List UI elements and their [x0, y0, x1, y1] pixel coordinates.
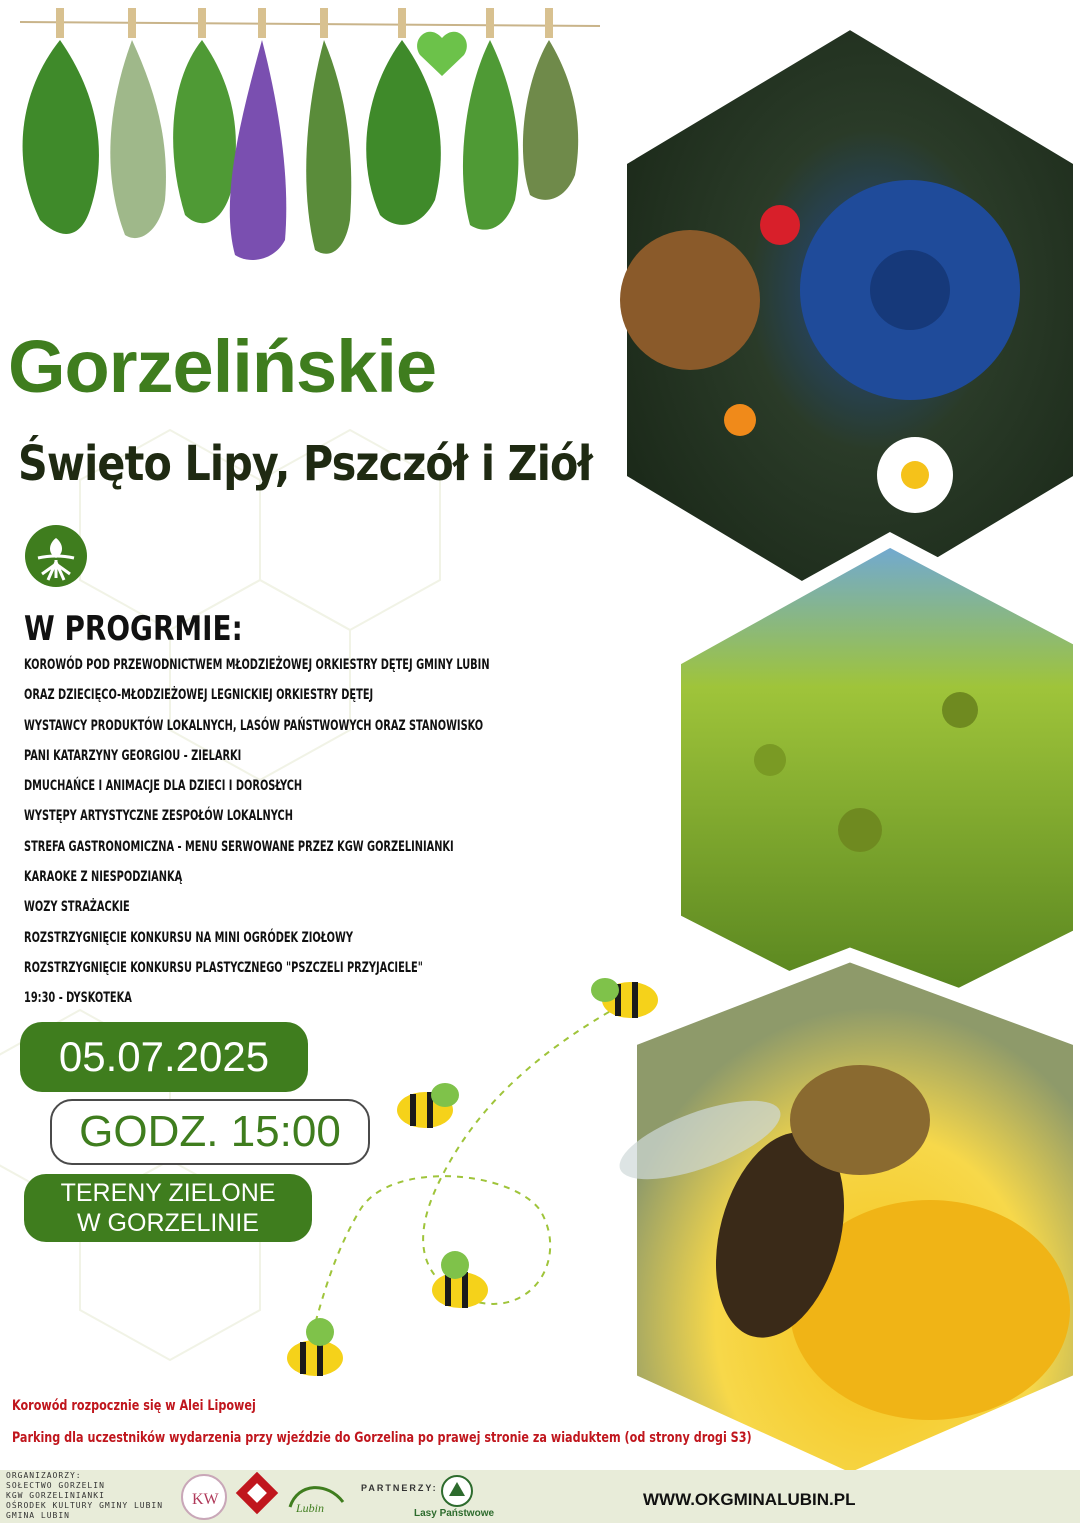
organizer-item: GMINA LUBIN — [6, 1511, 70, 1520]
parking-note: Parking dla uczestników wydarzenia przy wjeździe do Gorzelina po prawej stronie za wiaduktem (od strony drogi S3) — [12, 1430, 752, 1446]
program-item: ROZSTRZYGNIĘCIE KONKURSU PLASTYCZNEGO "PSZCZELI PRZYJACIELE" — [24, 959, 423, 976]
bee-icon — [287, 1318, 343, 1376]
program-item: WYSTĘPY ARTYSTYCZNE ZESPOŁÓW LOKALNYCH — [24, 808, 293, 825]
organizer-item: KGW GORZELINIANKI — [6, 1491, 105, 1500]
event-date: 05.07.2025 — [20, 1022, 308, 1092]
organizers-label: ORGANIZAORZY: — [6, 1471, 82, 1480]
location-line-2: W GORZELINIE — [77, 1209, 259, 1237]
organizers-list — [6, 1471, 163, 1521]
leaf-logo-icon — [24, 524, 88, 588]
program-item: 19:30 - DYSKOTEKA — [24, 990, 132, 1007]
program-item: KOROWÓD POD PRZEWODNICTWEM MŁODZIEŻOWEJ ORKIESTRY DĘTEJ GMINY LUBIN — [24, 657, 490, 673]
program-item: ROZSTRZYGNIĘCIE KONKURSU NA MINI OGRÓDEK ZIOŁOWY — [24, 929, 353, 946]
event-location — [24, 1174, 312, 1242]
organizer-item: SOŁECTWO GORZELIN — [6, 1481, 105, 1490]
program-item: WOZY STRAŻACKIE — [24, 899, 130, 916]
partner-name: Lasy Państwowe — [414, 1508, 495, 1519]
partners-label: PARTNERZY: — [361, 1483, 438, 1493]
program-item: PANI KATARZYNY GEORGIOU - ZIELARKI — [24, 747, 242, 764]
heart-icon — [417, 32, 467, 76]
location-line-1: TERENY ZIELONE — [60, 1179, 276, 1207]
program-item: KARAOKE Z NIESPODZIANKĄ — [24, 869, 183, 886]
hanging-herbs-illustration — [0, 0, 610, 270]
linden-tree-photo — [674, 540, 1080, 1030]
bee-flight-path — [270, 960, 890, 1410]
program-heading: W PROGRMIE: — [24, 609, 243, 649]
organizer-logos — [178, 1472, 348, 1522]
event-subtitle: Święto Lipy, Pszczół i Ziół — [18, 436, 592, 492]
herb-bunch-icon — [23, 8, 99, 234]
svg-text:KW: KW — [192, 1491, 219, 1508]
bee-icon — [432, 1251, 488, 1308]
gmina-lubin-logo-icon — [290, 1488, 343, 1515]
website-link[interactable]: WWW.OKGMINALUBIN.PL — [643, 1490, 856, 1509]
parade-note: Korowód rozpocznie się w Alei Lipowej — [12, 1398, 256, 1414]
lasy-panstwowe-logo-icon — [440, 1474, 474, 1508]
cultural-center-logo-icon — [236, 1472, 278, 1514]
program-item: ORAZ DZIECIĘCO-MŁODZIEŻOWEJ LEGNICKIEJ ORKIESTRY DĘTEJ — [24, 687, 374, 704]
program-item: WYSTAWCY PRODUKTÓW LOKALNYCH, LASÓW PAŃSTWOWYCH ORAZ STANOWISKO — [24, 717, 484, 734]
kgw-logo-icon — [182, 1475, 226, 1519]
program-list — [24, 656, 621, 1020]
event-time: GODZ. 15:00 — [50, 1099, 370, 1165]
program-item: DMUCHAŃCE I ANIMACJE DLA DZIECI I DOROSŁYCH — [24, 778, 303, 795]
organizer-item: OŚRODEK KULTURY GMINY LUBIN — [6, 1501, 164, 1510]
event-title: Gorzelińskie — [8, 325, 437, 408]
bee-icon — [397, 1083, 459, 1128]
program-item: STREFA GASTRONOMICZNA - MENU SERWOWANE PRZEZ KGW GORZELINIANKI — [24, 838, 454, 855]
svg-text:Lubin: Lubin — [296, 1501, 325, 1515]
